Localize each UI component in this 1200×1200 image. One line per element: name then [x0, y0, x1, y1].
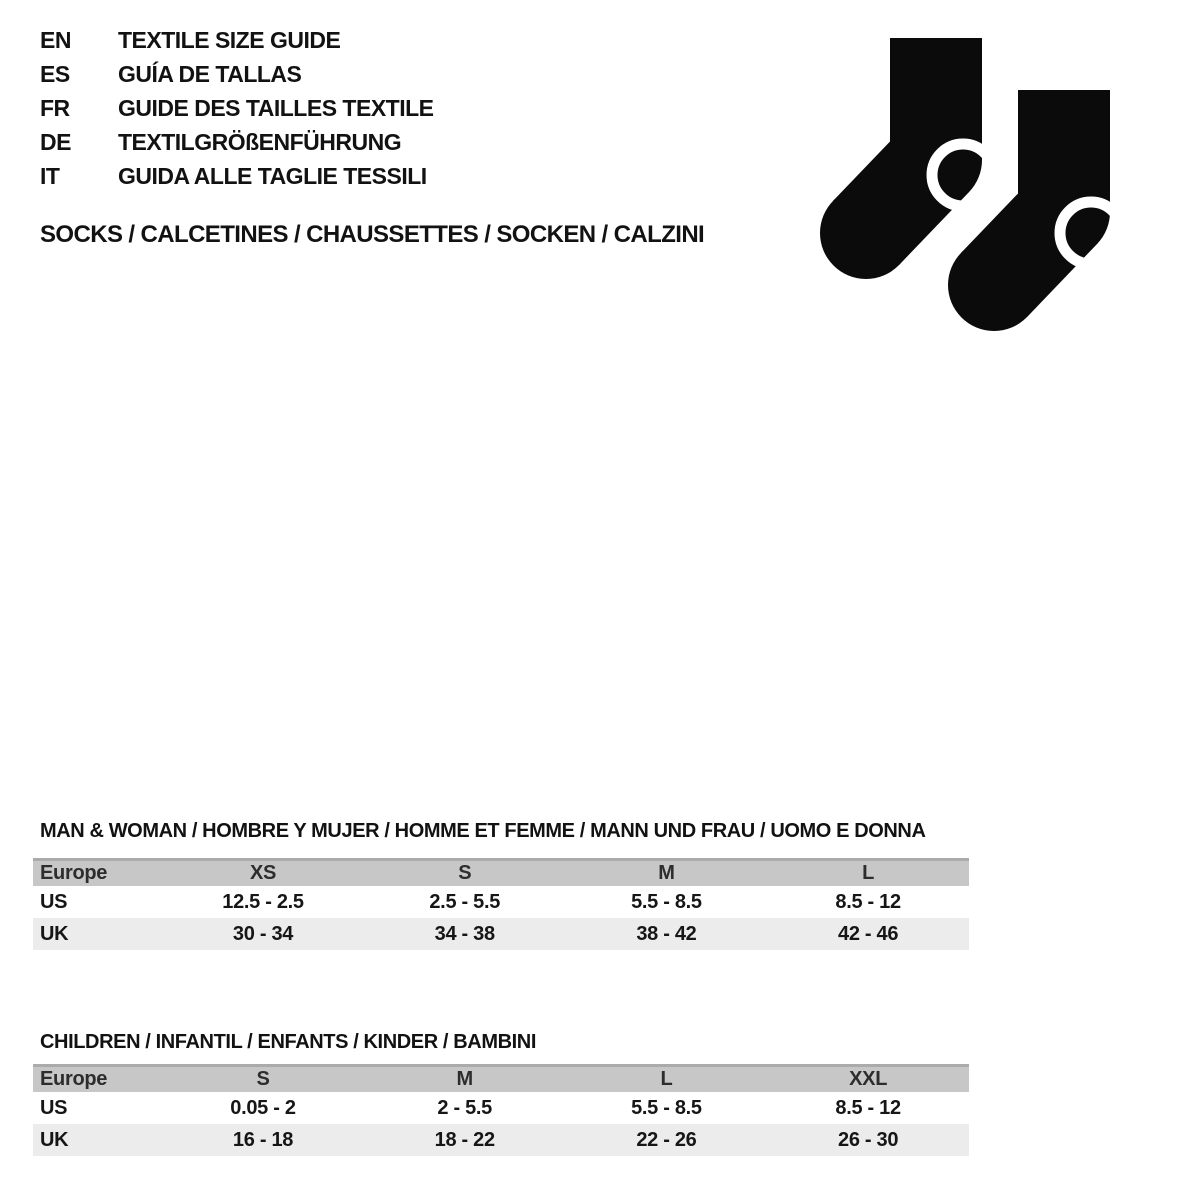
cell-value: 12.5 - 2.5 — [222, 890, 304, 913]
language-label: GUÍA DE TALLAS — [118, 61, 302, 87]
column-header-size: M — [658, 862, 675, 884]
table-row-us — [33, 886, 969, 918]
cell-value: 2.5 - 5.5 — [429, 890, 501, 913]
language-row-en — [40, 23, 434, 57]
socks-icon — [815, 28, 1127, 378]
table-row-uk — [33, 918, 969, 950]
language-code: EN — [40, 27, 71, 53]
cell-value: 22 - 26 — [636, 1128, 697, 1151]
language-code: IT — [40, 163, 60, 189]
row-label: US — [40, 890, 68, 913]
language-label: TEXTILGRÖßENFÜHRUNG — [118, 129, 402, 155]
language-label: GUIDA ALLE TAGLIE TESSILI — [118, 163, 427, 189]
table-row-us — [33, 1092, 969, 1124]
size-table-children — [33, 1064, 969, 1156]
column-header-size: L — [660, 1068, 673, 1090]
cell-value: 8.5 - 12 — [835, 890, 901, 913]
cell-value: 2 - 5.5 — [437, 1096, 493, 1119]
column-header-size: L — [862, 862, 875, 884]
column-header-size: S — [256, 1068, 270, 1090]
size-table-man-woman — [33, 858, 969, 950]
cell-value: 34 - 38 — [434, 922, 495, 945]
row-label: US — [40, 1096, 68, 1119]
cell-value: 8.5 - 12 — [835, 1096, 901, 1119]
language-code: ES — [40, 61, 70, 87]
table-title-man-woman: MAN & WOMAN / HOMBRE Y MUJER / HOMME ET FEMME / MANN UND FRAU / UOMO E DONNA — [40, 820, 926, 842]
row-label: UK — [40, 1128, 69, 1151]
language-title-list — [40, 23, 434, 193]
cell-value: 18 - 22 — [434, 1128, 495, 1151]
cell-value: 5.5 - 8.5 — [631, 890, 702, 913]
table-title-children: CHILDREN / INFANTIL / ENFANTS / KINDER / BAMBINI — [40, 1031, 536, 1053]
table-header-row — [33, 1064, 969, 1092]
cell-value: 38 - 42 — [636, 922, 697, 945]
language-row-it — [40, 159, 434, 193]
cell-value: 42 - 46 — [838, 922, 899, 945]
column-header-size: M — [456, 1068, 473, 1090]
column-header-size: XXL — [849, 1068, 888, 1090]
category-title: SOCKS / CALCETINES / CHAUSSETTES / SOCKEN / CALZINI — [40, 221, 705, 248]
column-header-size: S — [458, 862, 472, 884]
cell-value: 0.05 - 2 — [230, 1096, 296, 1119]
language-code: DE — [40, 129, 71, 155]
language-code: FR — [40, 95, 70, 121]
column-header-europe: Europe — [40, 862, 108, 884]
row-label: UK — [40, 922, 69, 945]
cell-value: 16 - 18 — [232, 1128, 294, 1151]
table-row-uk — [33, 1124, 969, 1156]
cell-value: 5.5 - 8.5 — [631, 1096, 702, 1119]
language-row-fr — [40, 91, 434, 125]
table-header-row — [33, 858, 969, 886]
column-header-europe: Europe — [40, 1068, 108, 1090]
column-header-size: XS — [249, 862, 277, 884]
language-label: TEXTILE SIZE GUIDE — [118, 27, 341, 53]
cell-value: 30 - 34 — [232, 922, 294, 945]
language-row-es — [40, 57, 434, 91]
language-label: GUIDE DES TAILLES TEXTILE — [118, 95, 434, 121]
cell-value: 26 - 30 — [838, 1128, 899, 1151]
language-row-de — [40, 125, 434, 159]
